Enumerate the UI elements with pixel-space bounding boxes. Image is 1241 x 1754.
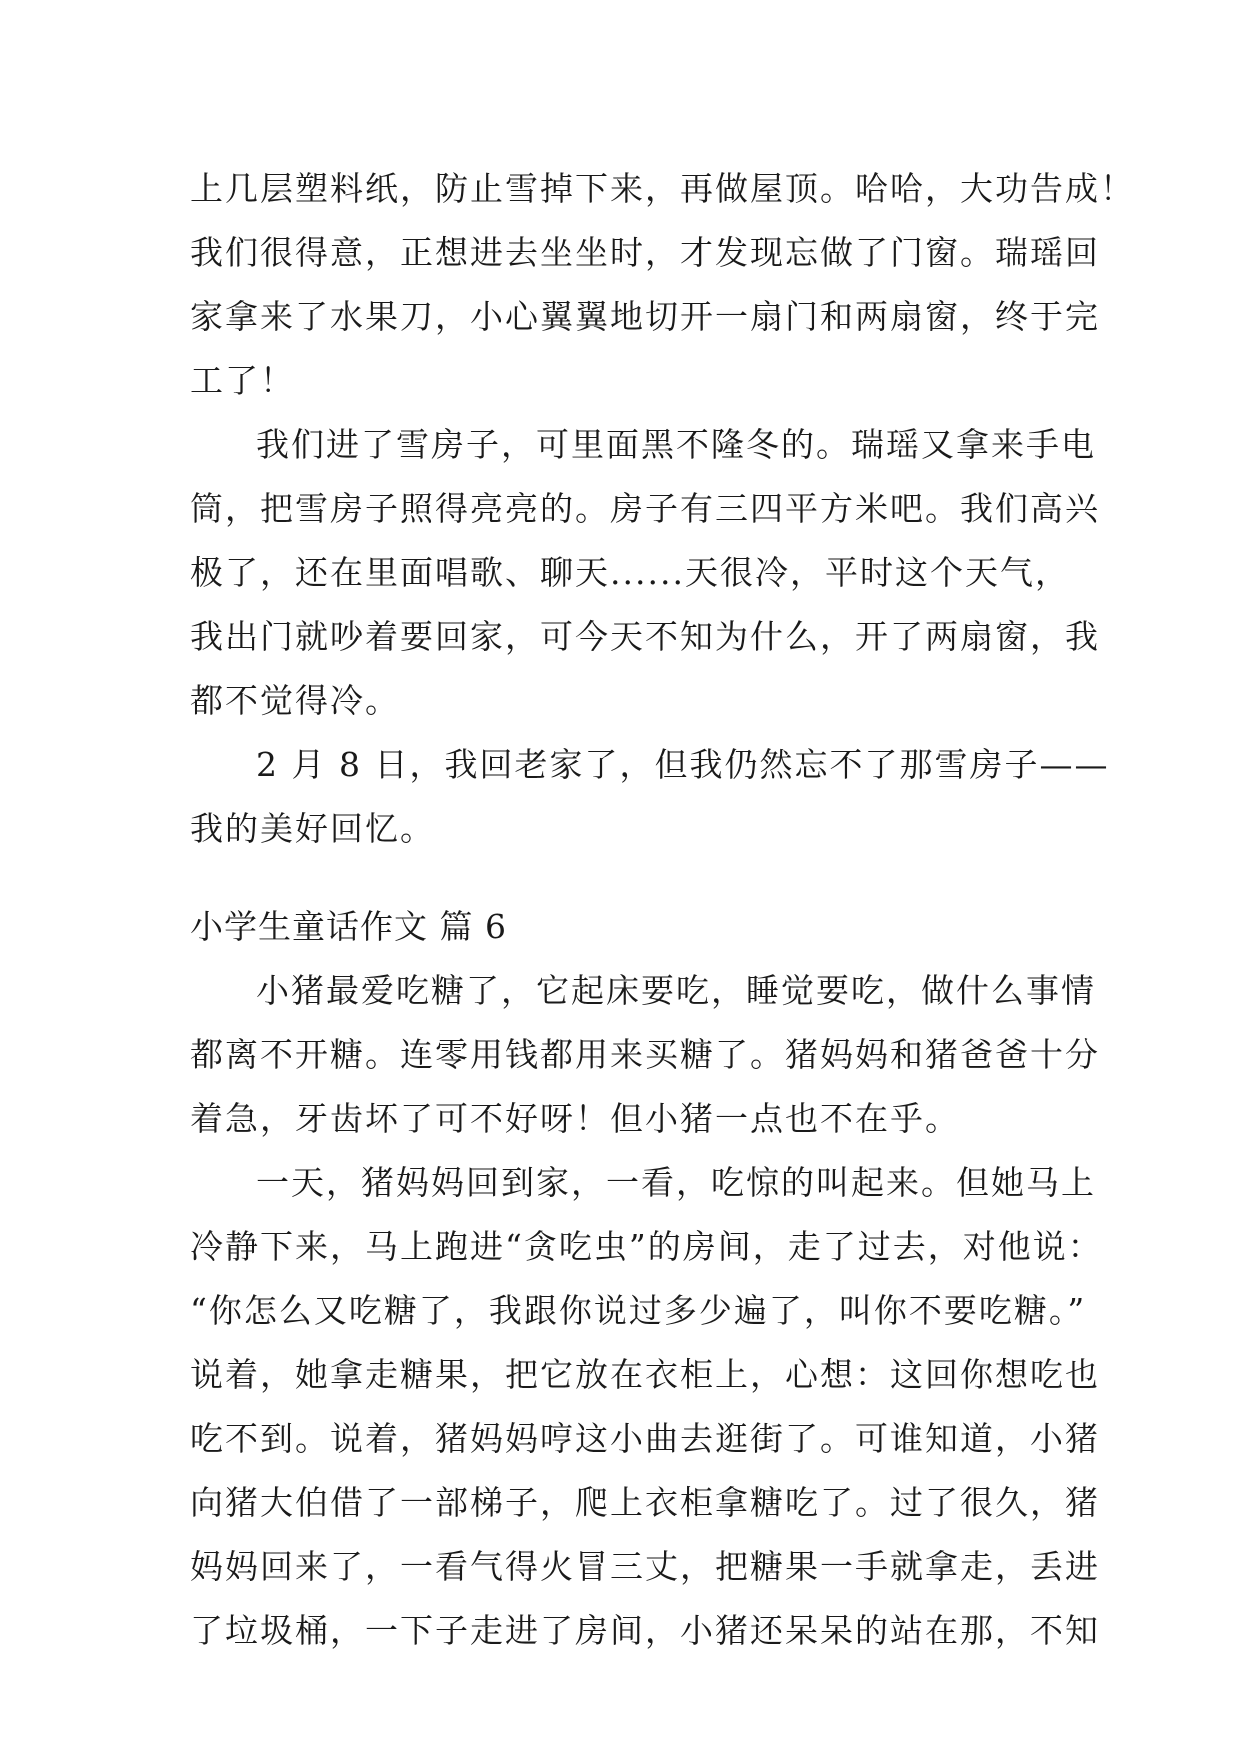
text-line: 都离不开糖。连零用钱都用来买糖了。猪妈妈和猪爸爸十分 [190,1035,1100,1074]
text-line: 冷静下来，马上跑进“贪吃虫”的房间，走了过去，对他说： [190,1227,1103,1266]
paragraph-start-line: 小猪最爱吃糖了，它起床要吃，睡觉要吃，做什么事情 [256,971,1096,1010]
text-line: 筒，把雪房子照得亮亮的。房子有三四平方米吧。我们高兴 [190,489,1100,528]
text-line: 向猪大伯借了一部梯子，爬上衣柜拿糖吃了。过了很久，猪 [190,1483,1100,1522]
text-line: 我出门就吵着要回家，可今天不知为什么，开了两扇窗，我 [190,617,1100,656]
text-line: 我们很得意，正想进去坐坐时，才发现忘做了门窗。瑞瑶回 [190,233,1100,272]
text-line: 吃不到。说着，猪妈妈哼这小曲去逛街了。可谁知道，小猪 [190,1419,1100,1458]
text-line: 说着，她拿走糖果，把它放在衣柜上，心想：这回你想吃也 [190,1355,1100,1394]
paragraph-start-line: 2 月 8 日，我回老家了，但我仍然忘不了那雪房子—— [256,745,1110,784]
text-line: 都不觉得冷。 [190,681,400,720]
text-line: 上几层塑料纸，防止雪掉下来，再做屋顶。哈哈，大功告成！ [190,169,1135,208]
text-line: 工了！ [190,361,295,400]
text-line: 着急，牙齿坏了可不好呀！但小猪一点也不在乎。 [190,1099,960,1138]
text-line: 我的美好回忆。 [190,809,435,848]
text-line: 妈妈回来了，一看气得火冒三丈，把糖果一手就拿走，丢进 [190,1547,1100,1586]
text-line: “你怎么又吃糖了，我跟你说过多少遍了，叫你不要吃糖。” [190,1291,1087,1330]
paragraph-start-line: 一天，猪妈妈回到家，一看，吃惊的叫起来。但她马上 [256,1163,1096,1202]
section-title: 小学生童话作文 篇 6 [190,907,507,946]
text-line: 极了，还在里面唱歌、聊天......天很冷，平时这个天气， [190,553,1070,592]
text-line: 家拿来了水果刀，小心翼翼地切开一扇门和两扇窗，终于完 [190,297,1100,336]
text-line: 了垃圾桶，一下子走进了房间，小猪还呆呆的站在那，不知 [190,1611,1100,1650]
paragraph-start-line: 我们进了雪房子，可里面黑不隆冬的。瑞瑶又拿来手电 [256,425,1096,464]
